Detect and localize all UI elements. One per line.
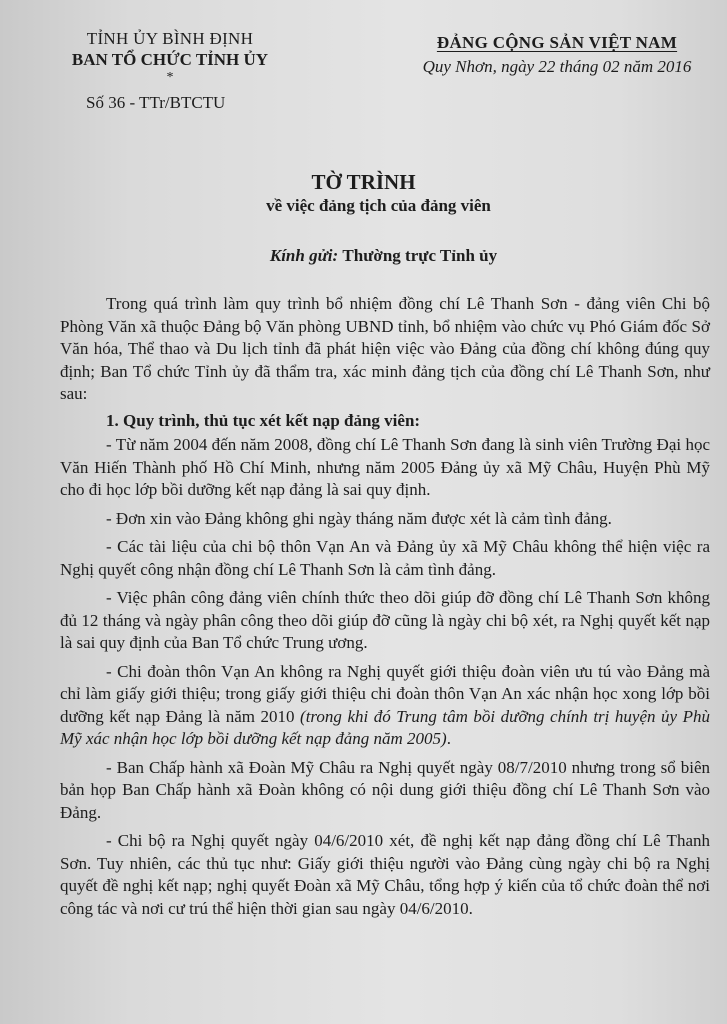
list-item: - Chi bộ ra Nghị quyết ngày 04/6/2010 xét, đề nghị kết nạp đảng đồng chí Lê Thanh Sơn. Tuy nhiên, các thủ tục như: Giấy giới thiệu người vào Đảng cùng ngày chi bộ ra Nghị quyết đề nghị kết nạp; nghị quyết Đoàn xã Mỹ Châu, tổng hợp ý kiến của tổ chức đoàn thể nơi công tác và nơi cư trú thể hiện thời gian sau ngày 04/6/2010. — [60, 831, 710, 918]
list-item: - Ban Chấp hành xã Đoàn Mỹ Châu ra Nghị quyết ngày 08/7/2010 nhưng trong sổ biên bản họp Ban Chấp hành xã Đoàn không có nội dung giới thiệu đồng chí Lê Thanh Sơn vào Đảng. — [60, 757, 710, 822]
intro-paragraph: Trong quá trình làm quy trình bổ nhiệm đồng chí Lê Thanh Sơn - đảng viên Chi bộ Phòng Văn xã thuộc Đảng bộ Văn phòng UBND tỉnh, bổ nhiệm vào chức vụ Phó Giám đốc Sở Văn hóa, Thể thao và Du lịch tỉnh đã phát hiện việc vào Đảng của đồng chí không đúng quy định; Ban Tổ chức Tỉnh ủy đã thẩm tra, xác minh đảng tịch của đồng chí Lê Thanh Sơn, như sau: — [60, 294, 710, 403]
list-item: - Các tài liệu của chi bộ thôn Vạn An và Đảng ủy xã Mỹ Châu không thể hiện việc ra Nghị quyết công nhận đồng chí Lê Thanh Sơn là cảm tình đảng. — [60, 537, 710, 579]
recipient-label: Kính gửi: — [269, 246, 339, 265]
party-name: ĐẢNG CỘNG SẢN VIỆT NAM — [436, 33, 678, 52]
issuer-province: TỈNH ỦY BÌNH ĐỊNH — [86, 29, 254, 48]
separator-star: * — [166, 70, 174, 85]
list-item-note: (trong khi đó Trung tâm bồi dưỡng chính trị huyện ủy Phù Mỹ xác nhận học lớp bồi dưỡng kết nạp đảng năm 2005) — [60, 706, 710, 748]
list-item: - Việc phân công đảng viên chính thức theo dõi giúp đỡ đồng chí Lê Thanh Sơn không đủ 12 tháng và ngày phân công theo dõi giúp đỡ cũng là ngày chi bộ xét, ra Nghị quyết kết nạp là sai quy định của Ban Tổ chức Trung ương. — [60, 588, 710, 652]
document-body — [60, 293, 710, 920]
list-item-end: . — [446, 729, 451, 748]
section-heading: 1. Quy trình, thủ tục xét kết nạp đảng viên: — [106, 410, 421, 430]
recipient-name: Thường trực Tỉnh ủy — [342, 246, 498, 265]
place-date: Quy Nhơn, ngày 22 tháng 02 năm 2016 — [422, 57, 692, 76]
document-number: Số 36 - TTr/BTCTU — [86, 93, 226, 112]
issuer-department: BAN TỔ CHỨC TỈNH ỦY — [71, 50, 269, 69]
document-subtitle: về việc đảng tịch của đảng viên — [266, 196, 491, 215]
list-item-text: - Chi đoàn thôn Vạn An không ra Nghị quyết giới thiệu đoàn viên ưu tú vào Đảng mà chỉ làm giấy giới thiệu; trong giấy giới thiệu chi đoàn thôn Vạn An xác nhận học xong lớp bồi dưỡng kết nạp Đảng là năm 2010 — [60, 661, 710, 726]
list-item — [60, 661, 710, 751]
issuer-block — [50, 28, 290, 86]
document-title: TỜ TRÌNH — [311, 170, 416, 194]
recipient-line — [0, 246, 727, 266]
list-item: - Đơn xin vào Đảng không ghi ngày tháng năm được xét là cảm tình đảng. — [106, 508, 612, 528]
list-item: - Từ năm 2004 đến năm 2008, đồng chí Lê Thanh Sơn đang là sinh viên Trường Đại học Văn Hiến Thành phố Hồ Chí Minh, nhưng năm 2005 Đảng ủy xã Mỹ Châu, Huyện Phù Mỹ cho đi học lớp bồi dưỡng kết nạp đảng là sai quy định. — [60, 435, 710, 499]
party-block — [398, 33, 716, 79]
